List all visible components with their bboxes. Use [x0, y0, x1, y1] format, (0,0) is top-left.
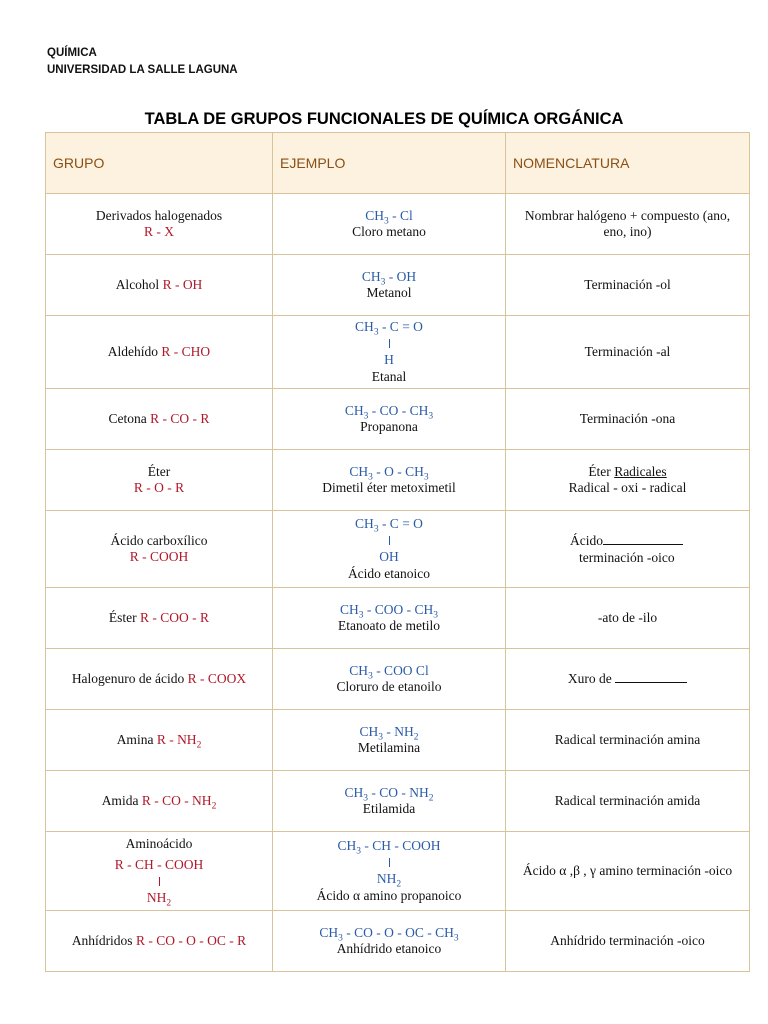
grupo-name: Aminoácido [125, 835, 193, 851]
grupo-cell [46, 911, 273, 972]
table-row [46, 911, 750, 972]
nomenclatura-cell [506, 450, 750, 511]
ejemplo-cell [273, 450, 506, 511]
table-row [46, 511, 750, 588]
functional-groups-table [45, 132, 750, 972]
ejemplo-formula: $CH_3$ - CH - COOH [337, 838, 441, 857]
table-row [46, 710, 750, 771]
ejemplo-branch: H [384, 352, 394, 367]
grupo-cell [46, 316, 273, 389]
table-header-row [46, 133, 750, 194]
table-row [46, 389, 750, 450]
grupo-name: Halogenuro de ácido [71, 670, 185, 686]
grupo-formula: R - O - R [133, 480, 185, 495]
grupo-name: Éter [147, 463, 171, 479]
ejemplo-name: Dimetil éter metoximetil [322, 480, 456, 495]
grupo-name: Ácido carboxílico [110, 532, 208, 548]
ejemplo-cell [273, 832, 506, 911]
grupo-cell [46, 255, 273, 316]
nomenclatura-cell: Terminación -ona [506, 389, 750, 450]
ejemplo-cell [273, 588, 506, 649]
course-name: QUÍMICA [47, 47, 97, 59]
ejemplo-name: Ácido etanoico [347, 565, 431, 581]
table-row [46, 450, 750, 511]
grupo-formula: R - CHO [161, 343, 211, 359]
grupo-formula: R - CO - O - OC - R [135, 932, 247, 948]
ejemplo-branch: OH [379, 549, 399, 564]
ejemplo-name: Etilamida [362, 801, 416, 816]
grupo-cell [46, 588, 273, 649]
ejemplo-formula: $CH_3$ - COO - $CH_3$ [339, 601, 438, 621]
nomenclatura-cell [506, 649, 750, 710]
ejemplo-formula: $CH_3$ - CO - O - OC - $CH_3$ [319, 924, 459, 944]
grupo-cell [46, 771, 273, 832]
ejemplo-cell [273, 710, 506, 771]
bond-line [279, 855, 499, 872]
grupo-formula: R - COO - R [140, 609, 210, 625]
grupo-cell [46, 832, 273, 911]
grupo-formula: R - COOH [129, 549, 189, 564]
table-row [46, 771, 750, 832]
nomenclatura-prefix: Ácido [570, 533, 603, 548]
nomenclatura-cell [506, 511, 750, 588]
grupo-cell [46, 511, 273, 588]
grupo-name: Anhídridos [71, 932, 133, 948]
grupo-cell [46, 710, 273, 771]
document-header [47, 45, 238, 79]
grupo-formula: R - CH - COOH [114, 857, 204, 872]
nomenclatura-cell: Anhídrido terminación -oico [506, 911, 750, 972]
ejemplo-name: Propanona [360, 419, 418, 434]
ejemplo-branch: $NH_2$ [376, 871, 402, 890]
column-header-grupo: GRUPO [46, 133, 273, 194]
ejemplo-name: Etanoato de metilo [338, 618, 440, 633]
table-row [46, 255, 750, 316]
ejemplo-formula: $CH_3 - NH_2$ [359, 723, 419, 743]
fill-in-blank [603, 532, 683, 545]
grupo-cell [46, 389, 273, 450]
column-header-nomenclatura: NOMENCLATURA [506, 133, 750, 194]
nomenclatura-cell: Radical terminación amida [506, 771, 750, 832]
ejemplo-formula: $CH_3$ - CO - $NH_2$ [344, 784, 434, 804]
nomenclatura-prefix: Éter [588, 463, 611, 479]
table-row [46, 194, 750, 255]
table-row [46, 832, 750, 911]
nomenclatura-cell: Ácido α ,β , γ amino terminación -oico [506, 832, 750, 911]
university-name: UNIVERSIDAD LA SALLE LAGUNA [47, 64, 238, 76]
grupo-name: Aldehído [107, 343, 159, 359]
ejemplo-cell [273, 511, 506, 588]
nomenclatura-line2: Radical - oxi - radical [568, 480, 687, 495]
nomenclatura-prefix: Xuro de [567, 671, 612, 687]
ejemplo-cell [273, 316, 506, 389]
column-header-ejemplo: EJEMPLO [273, 133, 506, 194]
grupo-name: Alcohol [115, 276, 160, 292]
grupo-name: Amina [116, 731, 154, 747]
grupo-formula: R - $NH_2$ [156, 731, 202, 751]
ejemplo-cell [273, 194, 506, 255]
ejemplo-name: Cloro metano [352, 224, 426, 239]
table-row [46, 316, 750, 389]
ejemplo-cell [273, 911, 506, 972]
nomenclatura-cell: Terminación -al [506, 316, 750, 389]
ejemplo-cell [273, 649, 506, 710]
bond-line [52, 874, 266, 891]
ejemplo-cell [273, 255, 506, 316]
ejemplo-name: Anhídrido etanoico [336, 941, 442, 956]
ejemplo-name: Metanol [366, 285, 412, 300]
grupo-formula: R - CO - $NH_2$ [141, 792, 217, 812]
ejemplo-formula: $CH_3$ - Cl [365, 207, 413, 227]
grupo-cell [46, 194, 273, 255]
ejemplo-formula: $CH_3$ - CO - $CH_3$ [344, 402, 434, 422]
fill-in-blank [615, 670, 687, 683]
ejemplo-formula: $CH_3$ - O - $CH_3$ [349, 463, 429, 483]
ejemplo-formula: $CH_3$ - OH [361, 268, 417, 288]
bond-line [279, 336, 499, 353]
bond-line [279, 533, 499, 550]
ejemplo-name: Cloruro de etanoilo [336, 679, 442, 694]
nomenclatura-line2: terminación -oico [579, 549, 675, 565]
grupo-cell [46, 649, 273, 710]
grupo-name: Éster [108, 609, 137, 625]
ejemplo-name: Ácido α amino propanoico [316, 887, 462, 903]
ejemplo-formula: $CH_3$ - COO Cl [349, 662, 429, 682]
grupo-name: Amida [101, 792, 139, 808]
ejemplo-formula: $CH_3 - C = O$ [355, 516, 423, 535]
table-row [46, 588, 750, 649]
nomenclatura-cell: -ato de -ilo [506, 588, 750, 649]
ejemplo-formula: $CH_3 - C = O$ [355, 319, 423, 338]
nomenclatura-underlined: Radicales [614, 463, 667, 479]
grupo-formula: R - X [144, 224, 174, 239]
nomenclatura-cell: Radical terminación amina [506, 710, 750, 771]
ejemplo-name: Etanal [371, 368, 407, 384]
page-title: TABLA DE GRUPOS FUNCIONALES DE QUÍMICA ORGÁNICA [144, 110, 624, 128]
nomenclatura-cell: Nombrar halógeno + compuesto (ano, eno, ino) [506, 194, 750, 255]
ejemplo-cell [273, 771, 506, 832]
grupo-formula: R - COOX [187, 670, 247, 686]
grupo-name: Cetona [108, 410, 147, 426]
grupo-formula: R - CO - R [150, 410, 210, 426]
grupo-branch: $NH_2$ [146, 890, 172, 909]
ejemplo-name: Metilamina [357, 740, 421, 755]
grupo-cell [46, 450, 273, 511]
nomenclatura-cell: Terminación -ol [506, 255, 750, 316]
grupo-formula: R - OH [162, 276, 203, 292]
grupo-name: Derivados halogenados [95, 207, 223, 223]
table-row [46, 649, 750, 710]
ejemplo-cell [273, 389, 506, 450]
